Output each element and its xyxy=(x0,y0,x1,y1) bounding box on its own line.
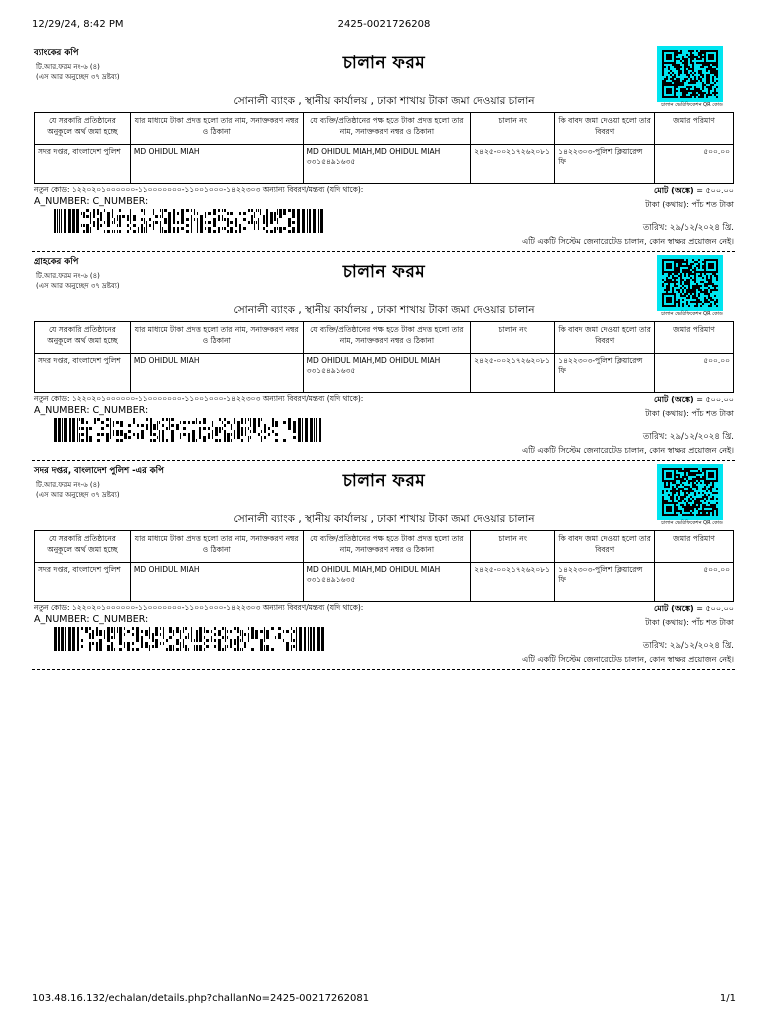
col-header: যে ব্যক্তি/প্রতিষ্ঠানের পক্ষ হতে টাকা প্রদত্ত হলো তার নাম, সনাক্তকরণ নম্বর ও ঠিকানা xyxy=(303,113,471,145)
form-subtitle: সোনালী ব্যাংক , স্থানীয় কার্যালয় , ঢাকা শাখায় টাকা জমা দেওয়ার চালান xyxy=(233,95,535,107)
col-header: যে সরকারি প্রতিষ্ঠানের অনুকূলে অর্থ জমা হচ্ছে xyxy=(35,531,131,563)
form-reference-line: (এস আর অনুচ্ছেদ ৩৭ দ্রষ্টব্য) xyxy=(36,73,120,81)
col-header: কি বাবদ জমা দেওয়া হলো তার বিবরণ xyxy=(555,322,655,354)
form-reference-line: (এস আর অনুচ্ছেদ ৩৭ দ্রষ্টব্য) xyxy=(36,282,120,290)
col-header: যে ব্যক্তি/প্রতিষ্ঠানের পক্ষ হতে টাকা প্রদত্ত হলো তার নাম, সনাক্তকরণ নম্বর ও ঠিকানা xyxy=(303,322,471,354)
col-header: কি বাবদ জমা দেওয়া হলো তার বিবরণ xyxy=(555,531,655,563)
barcode-icon xyxy=(54,418,326,446)
code-line: নতুন কোড: ১২২০২০১০০০০০০-১১০০০০০০০-১১০০১০০০-১৪২২৩০৩ অন্যান্য বিবরণ/মন্তব্য (যদি থাকে): xyxy=(34,603,364,612)
form-number-line: টি.আর.ফরম নং-৬ (৪) xyxy=(36,272,100,280)
payer-cell: MD OHIDUL MIAH,MD OHIDUL MIAH ৩৩১৫৪৯১৬৩৫ xyxy=(303,145,471,184)
institution-cell: সদর দপ্তর, বাংলাদেশ পুলিশ xyxy=(35,354,131,393)
col-header: যার মাধ্যমে টাকা প্রদত্ত হলো তার নাম, সনাক্তকরণ নম্বর ও ঠিকানা xyxy=(130,322,303,354)
a-number-line: A_NUMBER: C_NUMBER: xyxy=(34,405,149,416)
col-header: যে সরকারি প্রতিষ্ঠানের অনুকূলে অর্থ জমা হচ্ছে xyxy=(35,322,131,354)
col-header: যার মাধ্যমে টাকা প্রদত্ত হলো তার নাম, সনাক্তকরণ নম্বর ও ঠিকানা xyxy=(130,531,303,563)
total-label: মোট (অঙ্কে) xyxy=(654,395,694,404)
challan-table xyxy=(34,321,734,393)
code-line: নতুন কোড: ১২২০২০১০০০০০০-১১০০০০০০০-১১০০১০০০-১৪২২৩০৩ অন্যান্য বিবরণ/মন্তব্য (যদি থাকে): xyxy=(34,394,364,403)
col-header: জমার পরিমাণ xyxy=(655,531,734,563)
cut-line xyxy=(32,460,735,461)
challan-table xyxy=(34,530,734,602)
cut-line xyxy=(32,669,735,670)
print-challan-ref: 2425-0021726208 xyxy=(337,19,431,30)
system-note: এটি একটি সিস্টেম জেনারেটেড চালান, কোন স্বাক্ষর প্রয়োজন নেই। xyxy=(522,655,734,664)
payer-cell: MD OHIDUL MIAH,MD OHIDUL MIAH ৩৩১৫৪৯১৬৩৫ xyxy=(303,563,471,602)
purpose-cell: ১৪২২৩০৩-পুলিশ ক্লিয়ারেন্স ফি xyxy=(555,563,655,602)
cut-line xyxy=(32,251,735,252)
qr-caption: চালান ভেরিফিকেশন QR কোড xyxy=(661,102,723,108)
amount-in-words: টাকা (কথায়): পাঁচ শত টাকা xyxy=(645,409,734,418)
col-header: কি বাবদ জমা দেওয়া হলো তার বিবরণ xyxy=(555,113,655,145)
qr-caption: চালান ভেরিফিকেশন QR কোড xyxy=(661,520,723,526)
qr-caption: চালান ভেরিফিকেশন QR কোড xyxy=(661,311,723,317)
amount-cell: ৫০০.০০ xyxy=(655,145,734,184)
depositor-cell: MD OHIDUL MIAH xyxy=(130,145,303,184)
amount-cell: ৫০০.০০ xyxy=(655,354,734,393)
table-row xyxy=(35,354,734,393)
col-header: চালান নং xyxy=(471,322,555,354)
form-number-line: টি.আর.ফরম নং-৬ (৪) xyxy=(36,481,100,489)
total-label: মোট (অঙ্কে) xyxy=(654,604,694,613)
copy-label: গ্রাহকের কপি xyxy=(34,257,79,267)
total-label: মোট (অঙ্কে) xyxy=(654,186,694,195)
purpose-cell: ১৪২২৩০৩-পুলিশ ক্লিয়ারেন্স ফি xyxy=(555,354,655,393)
table-header-row xyxy=(35,113,734,145)
copy-label: সদর দপ্তর, বাংলাদেশ পুলিশ -এর কপি xyxy=(34,466,164,476)
challan-table xyxy=(34,112,734,184)
challan-no-cell: ২৪২৫-০০২১৭২৬২০৮১ xyxy=(471,145,555,184)
form-reference-line: (এস আর অনুচ্ছেদ ৩৭ দ্রষ্টব্য) xyxy=(36,491,120,499)
form-number-line: টি.আর.ফরম নং-৬ (৪) xyxy=(36,63,100,71)
form-subtitle: সোনালী ব্যাংক , স্থানীয় কার্যালয় , ঢাকা শাখায় টাকা জমা দেওয়ার চালান xyxy=(233,513,535,525)
print-datetime: 12/29/24, 8:42 PM xyxy=(32,19,124,30)
code-line: নতুন কোড: ১২২০২০১০০০০০০-১১০০০০০০০-১১০০১০০০-১৪২২৩০৩ অন্যান্য বিবরণ/মন্তব্য (যদি থাকে): xyxy=(34,185,364,194)
challan-date: তারিখ: ২৯/১২/২০২৪ খ্রি. xyxy=(642,432,734,442)
amount-in-words: টাকা (কথায়): পাঁচ শত টাকা xyxy=(645,618,734,627)
col-header: যে ব্যক্তি/প্রতিষ্ঠানের পক্ষ হতে টাকা প্রদত্ত হলো তার নাম, সনাক্তকরণ নম্বর ও ঠিকানা xyxy=(303,531,471,563)
amount-in-words: টাকা (কথায়): পাঁচ শত টাকা xyxy=(645,200,734,209)
challan-no-cell: ২৪২৫-০০২১৭২৬২০৮১ xyxy=(471,354,555,393)
barcode-icon xyxy=(54,627,326,655)
challan-no-cell: ২৪২৫-০০২১৭২৬২০৮১ xyxy=(471,563,555,602)
total-value: = ৫০০.০০ xyxy=(696,604,734,613)
table-row xyxy=(35,563,734,602)
depositor-cell: MD OHIDUL MIAH xyxy=(130,563,303,602)
total-amount xyxy=(654,603,734,616)
col-header: চালান নং xyxy=(471,113,555,145)
form-title: চালান ফরম xyxy=(342,471,426,491)
payer-cell: MD OHIDUL MIAH,MD OHIDUL MIAH ৩৩১৫৪৯১৬৩৫ xyxy=(303,354,471,393)
a-number-line: A_NUMBER: C_NUMBER: xyxy=(34,614,149,625)
page-url: 103.48.16.132/echalan/details.php?challanNo=2425-00217262081 xyxy=(32,993,370,1004)
challan-date: তারিখ: ২৯/১২/২০২৪ খ্রি. xyxy=(642,641,734,651)
challan-date: তারিখ: ২৯/১২/২০২৪ খ্রি. xyxy=(642,223,734,233)
barcode-icon xyxy=(54,209,326,237)
col-header: যে সরকারি প্রতিষ্ঠানের অনুকূলে অর্থ জমা হচ্ছে xyxy=(35,113,131,145)
institution-cell: সদর দপ্তর, বাংলাদেশ পুলিশ xyxy=(35,563,131,602)
col-header: জমার পরিমাণ xyxy=(655,113,734,145)
system-note: এটি একটি সিস্টেম জেনারেটেড চালান, কোন স্বাক্ষর প্রয়োজন নেই। xyxy=(522,237,734,246)
purpose-cell: ১৪২২৩০৩-পুলিশ ক্লিয়ারেন্স ফি xyxy=(555,145,655,184)
col-header: যার মাধ্যমে টাকা প্রদত্ত হলো তার নাম, সনাক্তকরণ নম্বর ও ঠিকানা xyxy=(130,113,303,145)
col-header: চালান নং xyxy=(471,531,555,563)
institution-cell: সদর দপ্তর, বাংলাদেশ পুলিশ xyxy=(35,145,131,184)
depositor-cell: MD OHIDUL MIAH xyxy=(130,354,303,393)
copy-label: ব্যাংকের কপি xyxy=(34,48,79,58)
col-header: জমার পরিমাণ xyxy=(655,322,734,354)
page-number: 1/1 xyxy=(719,993,736,1004)
a-number-line: A_NUMBER: C_NUMBER: xyxy=(34,196,149,207)
total-value: = ৫০০.০০ xyxy=(696,186,734,195)
amount-cell: ৫০০.০০ xyxy=(655,563,734,602)
system-note: এটি একটি সিস্টেম জেনারেটেড চালান, কোন স্বাক্ষর প্রয়োজন নেই। xyxy=(522,446,734,455)
form-subtitle: সোনালী ব্যাংক , স্থানীয় কার্যালয় , ঢাকা শাখায় টাকা জমা দেওয়ার চালান xyxy=(233,304,535,316)
table-row xyxy=(35,145,734,184)
table-header-row xyxy=(35,322,734,354)
total-value: = ৫০০.০০ xyxy=(696,395,734,404)
table-header-row xyxy=(35,531,734,563)
form-title: চালান ফরম xyxy=(342,262,426,282)
total-amount xyxy=(654,185,734,198)
total-amount xyxy=(654,394,734,407)
form-title: চালান ফরম xyxy=(342,53,426,73)
